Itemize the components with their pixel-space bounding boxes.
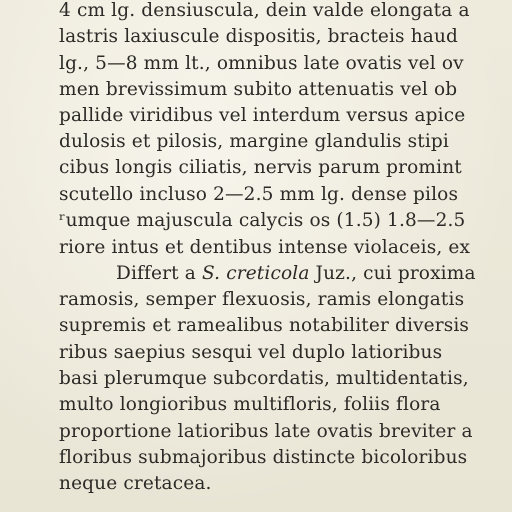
species-name: S. creticola xyxy=(201,263,310,284)
text-span: Juz., cui proxima xyxy=(309,263,476,284)
text-line: proportione latioribus late ovatis breviter a xyxy=(59,421,473,442)
text-line: cibus longis ciliatis, nervis parum promint xyxy=(59,157,462,178)
text-line: 4 cm lg. densiuscula, dein valde elongata a xyxy=(59,0,470,21)
text-line: riore intus et dentibus intense violaceis, ex xyxy=(59,237,471,258)
text-line: pallide viridibus vel interdum versus apice xyxy=(59,105,466,126)
text-line: multo longioribus multifloris, foliis flora xyxy=(59,394,441,415)
text-line: floribus submajoribus distincte bicoloribus xyxy=(59,447,468,468)
text-line: basi plerumque subcordatis, multidentatis, xyxy=(59,368,469,389)
text-line: lg., 5—8 mm lt., omnibus late ovatis vel ov xyxy=(59,53,464,74)
text-line: supremis et ramealibus notabiliter diversis xyxy=(59,315,470,336)
text-line: dulosis et pilosis, margine glandulis stipi xyxy=(59,131,449,152)
text-line: ramosis, semper flexuosis, ramis elongatis xyxy=(59,289,465,310)
text-span: Differt a xyxy=(116,263,202,284)
text-line: ʳumque majuscula calycis os (1.5) 1.8—2.5 xyxy=(59,210,466,231)
text-line: scutello incluso 2—2.5 mm lg. dense pilos xyxy=(59,184,459,205)
text-line: neque cretacea. xyxy=(59,473,212,494)
paragraph-first-line xyxy=(116,265,476,284)
text-line: men brevissimum subito attenuatis vel ob xyxy=(59,79,458,100)
text-line: ribus saepius sesqui vel duplo latioribus xyxy=(59,342,443,363)
text-line: lastris laxiuscule dispositis, bracteis haud xyxy=(59,26,459,47)
